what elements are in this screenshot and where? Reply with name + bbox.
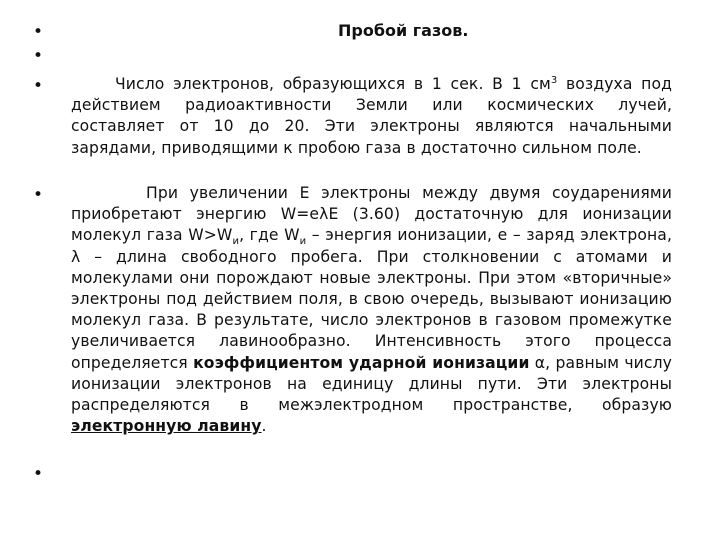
p2-text-3: – энергия ионизации, e – заряд электрона, λ – длина свободного пробега. При столкновении с атомами и молекулами они порождают новые электроны. При этом «вторичные» электроны под действием поля, в свою очередь, вызывают ионизацию молекул газа. В результате, число электронов в газовом промежутке увеличивается лавинообразно. Интенсивность этого процесса определяется <box>71 226 672 372</box>
p2-text-2: , где W <box>239 226 300 245</box>
paragraph-impact-ionization <box>71 183 672 437</box>
bullet-5: • <box>33 464 44 484</box>
p2-text-4: α, равным числу ионизации электронов на единицу длины пути. Эти электроны распределяются в межэлектродном пространстве, образую <box>71 353 672 415</box>
bullet-1: • <box>33 22 44 42</box>
bullet-2: • <box>33 46 44 66</box>
slide-title: Пробой газов. <box>338 21 469 40</box>
paragraph-electron-count <box>71 74 672 159</box>
bullet-4: • <box>33 185 44 205</box>
p2-text-end: . <box>261 417 267 436</box>
bullet-3: • <box>33 76 44 96</box>
p2-subscript-1: и <box>232 236 240 248</box>
p2-subscript-2: и <box>299 236 307 248</box>
p1-text-b: воздуха под действием радиоактивности Земли или космических лучей, составляет от 10 до 20. Эти электроны являются начальными зарядами, приводящими к пробою газа в достаточно сильном поле. <box>71 75 672 157</box>
bold-term-electron-avalanche: электронную лавину <box>71 417 262 436</box>
p2-text-1: При увеличении E электроны между двумя соударениями приобретают энергию W=eλE (3.60) достаточную для ионизации молекул газа W>W <box>71 184 672 245</box>
p1-superscript: 3 <box>550 74 558 86</box>
bold-term-impact-ionization: коэффициентом ударной ионизации <box>193 353 530 372</box>
p1-text-a: Число электронов, образующихся в 1 сек. В 1 см <box>115 75 551 93</box>
